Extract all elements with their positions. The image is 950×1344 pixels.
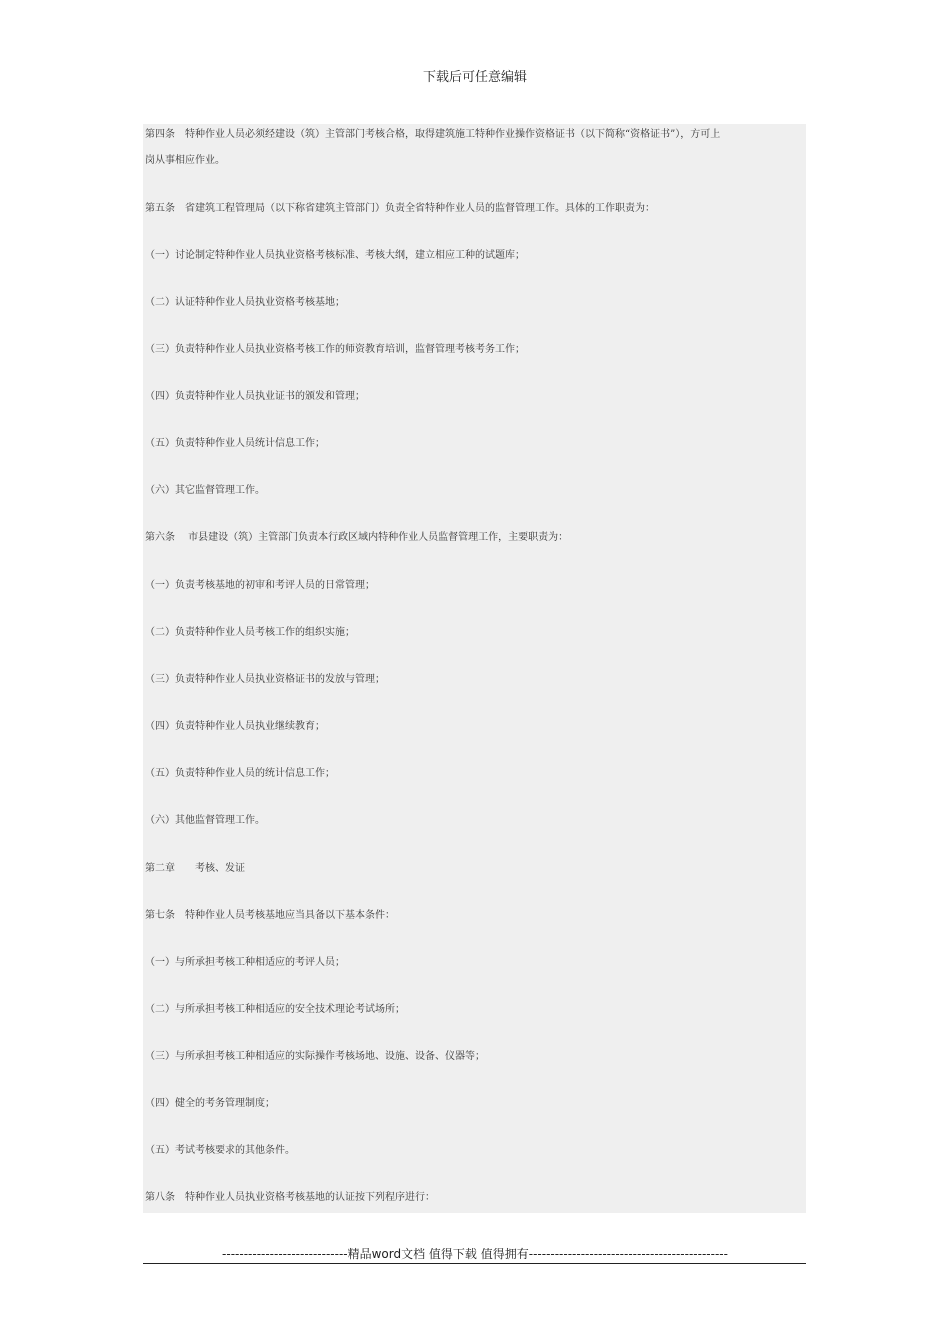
list-item: （六）其他监督管理工作。: [145, 815, 265, 826]
list-item: （六）其它监督管理工作。: [145, 485, 265, 496]
paragraph: 岗从事相应作业。: [145, 155, 225, 166]
list-item: （四）健全的考务管理制度；: [145, 1098, 275, 1109]
footer-divider: [143, 1263, 806, 1264]
paragraph: 第八条 特种作业人员执业资格考核基地的认证按下列程序进行：: [145, 1192, 435, 1203]
paragraph: 第七条 特种作业人员考核基地应当具备以下基本条件：: [145, 910, 395, 921]
chapter-heading: 第二章 考核、发证: [145, 863, 245, 874]
list-item: （二）认证特种作业人员执业资格考核基地；: [145, 297, 345, 308]
list-item: （五）考试考核要求的其他条件。: [145, 1145, 295, 1156]
page-footer: -----------------------------精品word文档 值得下载 值得拥有----------------------------------------------: [222, 1247, 728, 1261]
document-body: [143, 124, 806, 1213]
paragraph: 第四条 特种作业人员必须经建设（筑）主管部门考核合格，取得建筑施工特种作业操作资格证书（以下简称“资格证书”），方可上: [145, 129, 721, 140]
list-item: （四）负责特种作业人员执业证书的颁发和管理；: [145, 391, 365, 402]
list-item: （一）讨论制定特种作业人员执业资格考核标准、考核大纲，建立相应工种的试题库；: [145, 250, 525, 261]
list-item: （三）负责特种作业人员执业资格证书的发放与管理；: [145, 674, 385, 685]
paragraph: 第六条 市县建设（筑）主管部门负责本行政区域内特种作业人员监督管理工作，主要职责为：: [145, 532, 569, 543]
list-item: （三）负责特种作业人员执业资格考核工作的师资教育培训，监督管理考核考务工作；: [145, 344, 525, 355]
list-item: （二）负责特种作业人员考核工作的组织实施；: [145, 627, 355, 638]
list-item: （四）负责特种作业人员执业继续教育；: [145, 721, 325, 732]
list-item: （二）与所承担考核工种相适应的安全技术理论考试场所；: [145, 1004, 405, 1015]
list-item: （五）负责特种作业人员的统计信息工作；: [145, 768, 335, 779]
list-item: （五）负责特种作业人员统计信息工作；: [145, 438, 325, 449]
list-item: （三）与所承担考核工种相适应的实际操作考核场地、设施、设备、仪器等；: [145, 1051, 485, 1062]
page-header: 下载后可任意编辑: [422, 70, 527, 85]
list-item: （一）负责考核基地的初审和考评人员的日常管理；: [145, 580, 375, 591]
paragraph: 第五条 省建筑工程管理局（以下称省建筑主管部门）负责全省特种作业人员的监督管理工作。具体的工作职责为：: [145, 203, 655, 214]
list-item: （一）与所承担考核工种相适应的考评人员；: [145, 957, 345, 968]
